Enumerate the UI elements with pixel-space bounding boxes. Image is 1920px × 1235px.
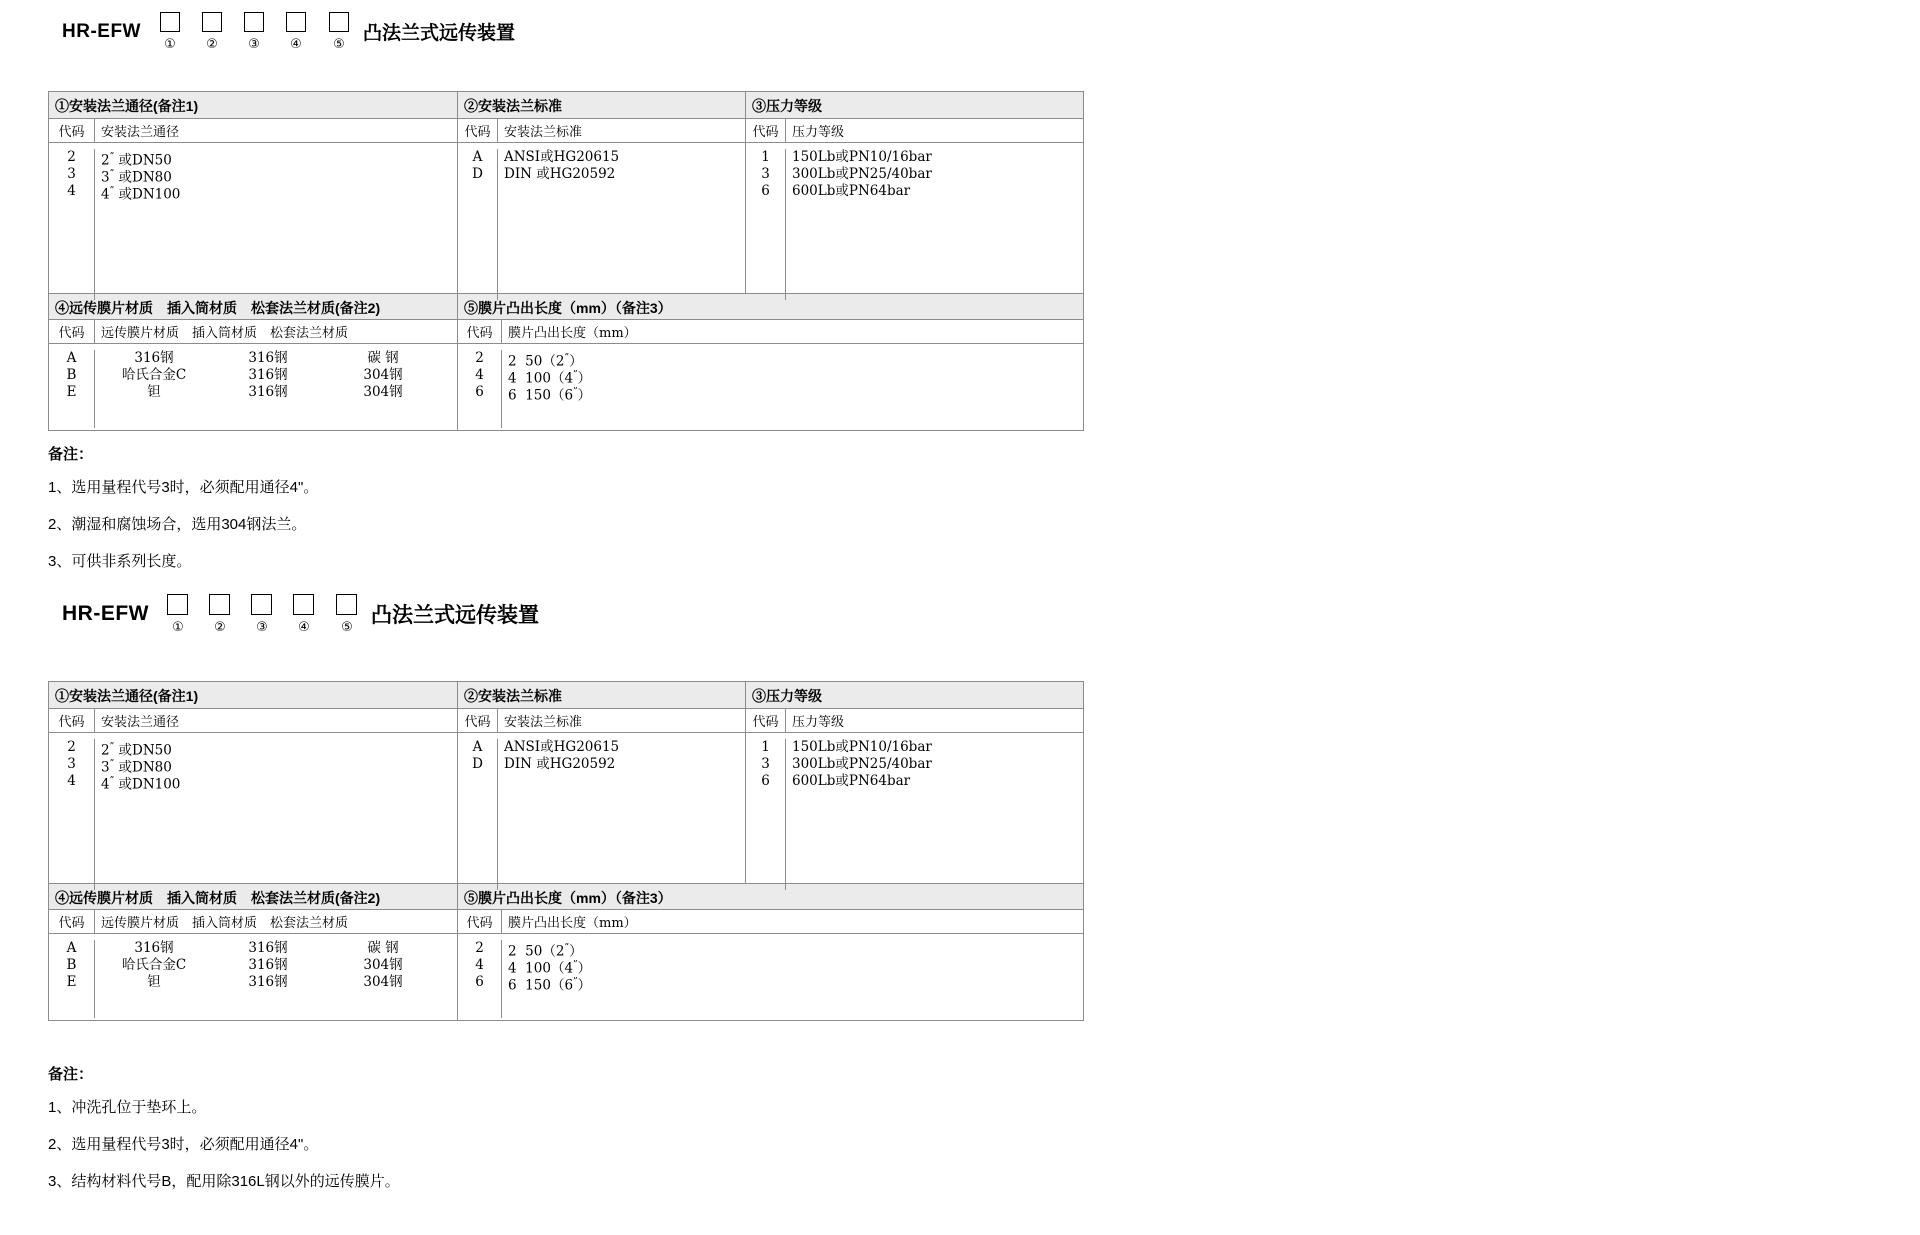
- model-prefix-2: HR-EFW: [62, 602, 149, 625]
- group-2-subheader: [458, 119, 745, 143]
- code-marker-3: ③: [248, 37, 260, 52]
- row-cell-insert: 316钢: [248, 940, 288, 956]
- table-row-filler: [49, 401, 457, 428]
- group-4-rows: [49, 934, 457, 1018]
- table-row: [746, 149, 1083, 166]
- table-row: [746, 166, 1083, 183]
- row-code: 4: [49, 773, 95, 790]
- subheader-code-4: 代码: [49, 910, 95, 933]
- spec-table-2: [48, 681, 1084, 1021]
- row-desc: 6 150（6”）: [508, 387, 592, 404]
- model-code-boxes-1: [149, 12, 361, 51]
- row-code: D: [458, 166, 498, 183]
- row-code: 3: [746, 756, 786, 773]
- group-install-flange-bore-2: [49, 709, 457, 883]
- table-row: [49, 350, 457, 367]
- row-code: B: [49, 367, 95, 384]
- row-code: 6: [458, 974, 502, 991]
- table-row: [746, 756, 1083, 773]
- code-slot-5: [325, 594, 369, 634]
- header-install-flange-bore-1: ①安装法兰通径(备注1): [55, 98, 199, 114]
- row-desc: 4” 或DN100: [101, 186, 181, 203]
- table-row: [49, 183, 457, 203]
- row-desc: 150Lb或PN10/16bar: [792, 739, 932, 755]
- group-extension-length-2: [457, 910, 1083, 1020]
- subheader-code-4: 代码: [49, 320, 95, 343]
- row-desc: [95, 350, 443, 367]
- row-desc: 300Lb或PN25/40bar: [792, 756, 932, 772]
- row-desc: 3” 或DN80: [101, 759, 172, 776]
- row-code: 6: [746, 183, 786, 200]
- subheader-desc-1: 安装法兰通径: [101, 715, 180, 730]
- row-code: 4: [49, 183, 95, 200]
- spec-table-1-section1-header: [49, 92, 1083, 119]
- group-1-rows: [49, 143, 457, 300]
- table-row-filler: [49, 200, 457, 300]
- subheader-desc-2: 安装法兰标准: [504, 125, 583, 140]
- header-extension-length-1: ⑤膜片凸出长度（mm）（备注3）: [457, 294, 1083, 319]
- code-marker-5: ⑤: [333, 37, 345, 52]
- row-cell-insert: 316钢: [248, 367, 288, 383]
- notes-block-1: [48, 443, 948, 587]
- notes-title-1: 备注：: [48, 446, 94, 463]
- row-cell-flange: 304钢: [363, 957, 403, 973]
- row-desc: 4 100（4”）: [508, 370, 592, 387]
- subheader-code-1: 代码: [49, 709, 95, 732]
- row-code: 3: [49, 756, 95, 773]
- group-1-rows: [49, 733, 457, 890]
- row-code: 4: [458, 367, 502, 384]
- note-line: 1、选用量程代号3时，必须配用通径4"。: [48, 479, 319, 496]
- header-install-flange-standard-1: ②安装法兰标准: [457, 92, 745, 118]
- code-slot-1: [149, 12, 191, 51]
- group-extension-length-1: [457, 320, 1083, 430]
- subheader-code-5: 代码: [458, 910, 502, 933]
- row-desc: DIN 或HG20592: [504, 756, 616, 772]
- group-5-rows: [458, 934, 1083, 1018]
- spec-table-1-section1-body: [49, 119, 1083, 293]
- table-row-filler: [458, 401, 1083, 428]
- group-install-flange-standard-2: [457, 709, 745, 883]
- table-row: [49, 367, 457, 384]
- notes-title-2: 备注：: [48, 1066, 94, 1083]
- group-1-subheader: [49, 709, 457, 733]
- code-slot-3: [241, 594, 283, 634]
- row-desc: 150Lb或PN10/16bar: [792, 149, 932, 165]
- header-pressure-rating-2: ③压力等级: [745, 682, 1083, 708]
- group-4-subheader: [49, 320, 457, 344]
- code-slot-4: [275, 12, 317, 51]
- group-4-subheader: [49, 910, 457, 934]
- table-row: [746, 773, 1083, 790]
- code-marker-1: ①: [172, 620, 184, 635]
- notes-block-2: [48, 1063, 948, 1207]
- note-line: 2、选用量程代号3时，必须配用通径4"。: [48, 1136, 319, 1153]
- row-code: 6: [458, 384, 502, 401]
- row-code: D: [458, 756, 498, 773]
- row-cell-diaphragm: 钽: [147, 384, 161, 400]
- table-row: [458, 739, 745, 756]
- group-2-rows: [458, 733, 745, 890]
- spec-table-1: [48, 91, 1084, 431]
- row-code-empty: [49, 401, 95, 428]
- table-row: [458, 384, 1083, 404]
- row-desc: 2 50（2”）: [508, 353, 583, 370]
- row-cell-diaphragm: 哈氏合金C: [121, 367, 187, 383]
- code-slot-1: [157, 594, 199, 634]
- row-code: 1: [746, 739, 786, 756]
- table-row: [49, 384, 457, 401]
- model-code-boxes-2: [157, 594, 369, 634]
- code-box-3: [244, 12, 264, 32]
- row-desc: 3” 或DN80: [101, 169, 172, 186]
- row-code-empty: [458, 401, 502, 428]
- row-code: B: [49, 957, 95, 974]
- row-code-empty: [458, 773, 498, 890]
- row-desc: ANSI或HG20615: [504, 149, 620, 165]
- row-cell-flange: 碳 钢: [367, 940, 399, 956]
- row-cell-diaphragm: 钽: [147, 974, 161, 990]
- group-diaphragm-materials-2: [49, 910, 457, 1020]
- row-code: 2: [458, 350, 502, 367]
- spec-table-2-section2-body: [49, 910, 1083, 1020]
- code-box-4: [293, 594, 314, 615]
- spec-table-2-section1-header: [49, 682, 1083, 709]
- table-row-filler: [746, 200, 1083, 300]
- code-slot-3: [233, 12, 275, 51]
- row-cell-insert: 316钢: [248, 350, 288, 366]
- row-desc: [95, 974, 443, 991]
- code-box-1: [160, 12, 180, 32]
- table-row-filler: [49, 991, 457, 1018]
- code-slot-2: [191, 12, 233, 51]
- subheader-code-5: 代码: [458, 320, 502, 343]
- subheader-code-2: 代码: [458, 709, 498, 732]
- row-code-empty: [49, 200, 95, 300]
- row-cell-insert: 316钢: [248, 957, 288, 973]
- table-row: [49, 149, 457, 169]
- table-row: [458, 974, 1083, 994]
- code-box-1: [167, 594, 188, 615]
- row-desc: [95, 940, 443, 957]
- group-diaphragm-materials-1: [49, 320, 457, 430]
- subheader-code-2: 代码: [458, 119, 498, 142]
- subheader-desc-2: 安装法兰标准: [504, 715, 583, 730]
- model-title-1: 凸法兰式远传装置: [362, 23, 515, 44]
- note-line: 3、可供非系列长度。: [48, 553, 192, 570]
- row-desc: 6 150（6”）: [508, 977, 592, 994]
- row-desc: 4 100（4”）: [508, 960, 592, 977]
- code-marker-4: ④: [298, 620, 310, 635]
- row-desc: 2” 或DN50: [101, 152, 172, 169]
- row-desc: DIN 或HG20592: [504, 166, 616, 182]
- subheader-desc-3: 压力等级: [792, 715, 845, 730]
- row-cell-diaphragm: 哈氏合金C: [121, 957, 187, 973]
- row-cell-insert: 316钢: [248, 974, 288, 990]
- subheader-code-3: 代码: [746, 119, 786, 142]
- header-diaphragm-materials-1: ④远传膜片材质 插入筒材质 松套法兰材质(备注2): [55, 300, 381, 316]
- table-row: [49, 166, 457, 186]
- code-box-3: [251, 594, 272, 615]
- group-3-rows: [746, 143, 1083, 300]
- table-row: [458, 756, 745, 773]
- row-code-empty: [458, 183, 498, 300]
- subheader-desc-5: 膜片凸出长度（mm）: [508, 326, 637, 341]
- table-row: [49, 957, 457, 974]
- spec-table-2-section1-body: [49, 709, 1083, 883]
- subheader-code-1: 代码: [49, 119, 95, 142]
- table-row: [746, 183, 1083, 200]
- group-3-subheader: [746, 709, 1083, 733]
- row-code: 3: [49, 166, 95, 183]
- subheader-desc-1: 安装法兰通径: [101, 125, 180, 140]
- table-row: [49, 756, 457, 776]
- subheader-desc-4: 远传膜片材质 插入筒材质 松套法兰材质: [101, 916, 349, 931]
- table-row: [746, 739, 1083, 756]
- group-3-rows: [746, 733, 1083, 890]
- model-title-2: 凸法兰式远传装置: [370, 604, 539, 627]
- row-desc: 4” 或DN100: [101, 776, 181, 793]
- model-prefix-1: HR-EFW: [62, 20, 141, 42]
- code-box-5: [336, 594, 357, 615]
- row-code: E: [49, 384, 95, 401]
- code-box-2: [202, 12, 222, 32]
- row-code-empty: [746, 200, 786, 300]
- code-marker-4: ④: [290, 37, 302, 52]
- table-row-filler: [458, 991, 1083, 1018]
- group-3-subheader: [746, 119, 1083, 143]
- group-5-rows: [458, 344, 1083, 428]
- group-install-flange-bore-1: [49, 119, 457, 293]
- row-cell-flange: 304钢: [363, 367, 403, 383]
- table-row: [458, 940, 1083, 960]
- code-marker-5: ⑤: [341, 620, 353, 635]
- table-row: [458, 367, 1083, 387]
- subheader-desc-4: 远传膜片材质 插入筒材质 松套法兰材质: [101, 326, 349, 341]
- group-install-flange-standard-1: [457, 119, 745, 293]
- note-line: 3、结构材料代号B，配用除316L钢以外的远传膜片。: [48, 1173, 400, 1190]
- row-desc: 2” 或DN50: [101, 742, 172, 759]
- code-slot-2: [199, 594, 241, 634]
- table-row: [458, 350, 1083, 370]
- subheader-code-3: 代码: [746, 709, 786, 732]
- model-code-header-1: [62, 12, 515, 51]
- subheader-desc-5: 膜片凸出长度（mm）: [508, 916, 637, 931]
- header-extension-length-2: ⑤膜片凸出长度（mm）（备注3）: [457, 884, 1083, 909]
- table-row-filler: [746, 790, 1083, 890]
- code-slot-5: [317, 12, 361, 51]
- header-install-flange-standard-2: ②安装法兰标准: [457, 682, 745, 708]
- table-row: [49, 739, 457, 759]
- row-code: E: [49, 974, 95, 991]
- row-cell-flange: 304钢: [363, 384, 403, 400]
- row-code: A: [49, 350, 95, 367]
- group-1-subheader: [49, 119, 457, 143]
- row-desc: [95, 384, 443, 401]
- row-code: 6: [746, 773, 786, 790]
- code-marker-3: ③: [256, 620, 268, 635]
- table-row: [458, 166, 745, 183]
- group-pressure-rating-1: [745, 119, 1083, 293]
- code-marker-1: ①: [164, 37, 176, 52]
- row-code: 2: [49, 149, 95, 166]
- code-box-5: [329, 12, 349, 32]
- row-desc: [95, 957, 443, 974]
- row-code-empty: [458, 991, 502, 1018]
- group-5-subheader: [458, 320, 1083, 344]
- row-code: A: [458, 149, 498, 166]
- table-row-filler: [458, 183, 745, 300]
- group-4-rows: [49, 344, 457, 428]
- row-cell-insert: 316钢: [248, 384, 288, 400]
- table-row: [458, 149, 745, 166]
- header-install-flange-bore-2: ①安装法兰通径(备注1): [55, 688, 199, 704]
- code-marker-2: ②: [214, 620, 226, 635]
- row-cell-flange: 304钢: [363, 974, 403, 990]
- table-row: [49, 773, 457, 793]
- table-row-filler: [49, 790, 457, 890]
- note-line: 2、潮湿和腐蚀场合，选用304钢法兰。: [48, 516, 307, 533]
- note-line: 1、冲洗孔位于垫环上。: [48, 1099, 207, 1116]
- group-5-subheader: [458, 910, 1083, 934]
- row-code-empty: [49, 991, 95, 1018]
- group-2-subheader: [458, 709, 745, 733]
- row-desc: 600Lb或PN64bar: [792, 183, 911, 199]
- table-row: [49, 974, 457, 991]
- row-cell-diaphragm: 316钢: [134, 940, 174, 956]
- row-code: A: [49, 940, 95, 957]
- row-desc: [95, 367, 443, 384]
- code-slot-4: [283, 594, 325, 634]
- row-code: 3: [746, 166, 786, 183]
- header-pressure-rating-1: ③压力等级: [745, 92, 1083, 118]
- group-pressure-rating-2: [745, 709, 1083, 883]
- spec-table-1-section2-body: [49, 320, 1083, 430]
- table-row: [458, 957, 1083, 977]
- row-desc: 2 50（2”）: [508, 943, 583, 960]
- row-code: 2: [49, 739, 95, 756]
- code-box-4: [286, 12, 306, 32]
- subheader-desc-3: 压力等级: [792, 125, 845, 140]
- code-box-2: [209, 594, 230, 615]
- model-code-header-2: [62, 594, 539, 634]
- row-code: 1: [746, 149, 786, 166]
- header-diaphragm-materials-2: ④远传膜片材质 插入筒材质 松套法兰材质(备注2): [55, 890, 381, 906]
- group-2-rows: [458, 143, 745, 300]
- row-code-empty: [49, 790, 95, 890]
- table-row-filler: [458, 773, 745, 890]
- row-cell-diaphragm: 316钢: [134, 350, 174, 366]
- row-code: A: [458, 739, 498, 756]
- table-row: [49, 940, 457, 957]
- row-desc: 300Lb或PN25/40bar: [792, 166, 932, 182]
- row-cell-flange: 碳 钢: [367, 350, 399, 366]
- row-desc: ANSI或HG20615: [504, 739, 620, 755]
- row-code: 2: [458, 940, 502, 957]
- code-marker-2: ②: [206, 37, 218, 52]
- row-desc: 600Lb或PN64bar: [792, 773, 911, 789]
- row-code-empty: [746, 790, 786, 890]
- row-code: 4: [458, 957, 502, 974]
